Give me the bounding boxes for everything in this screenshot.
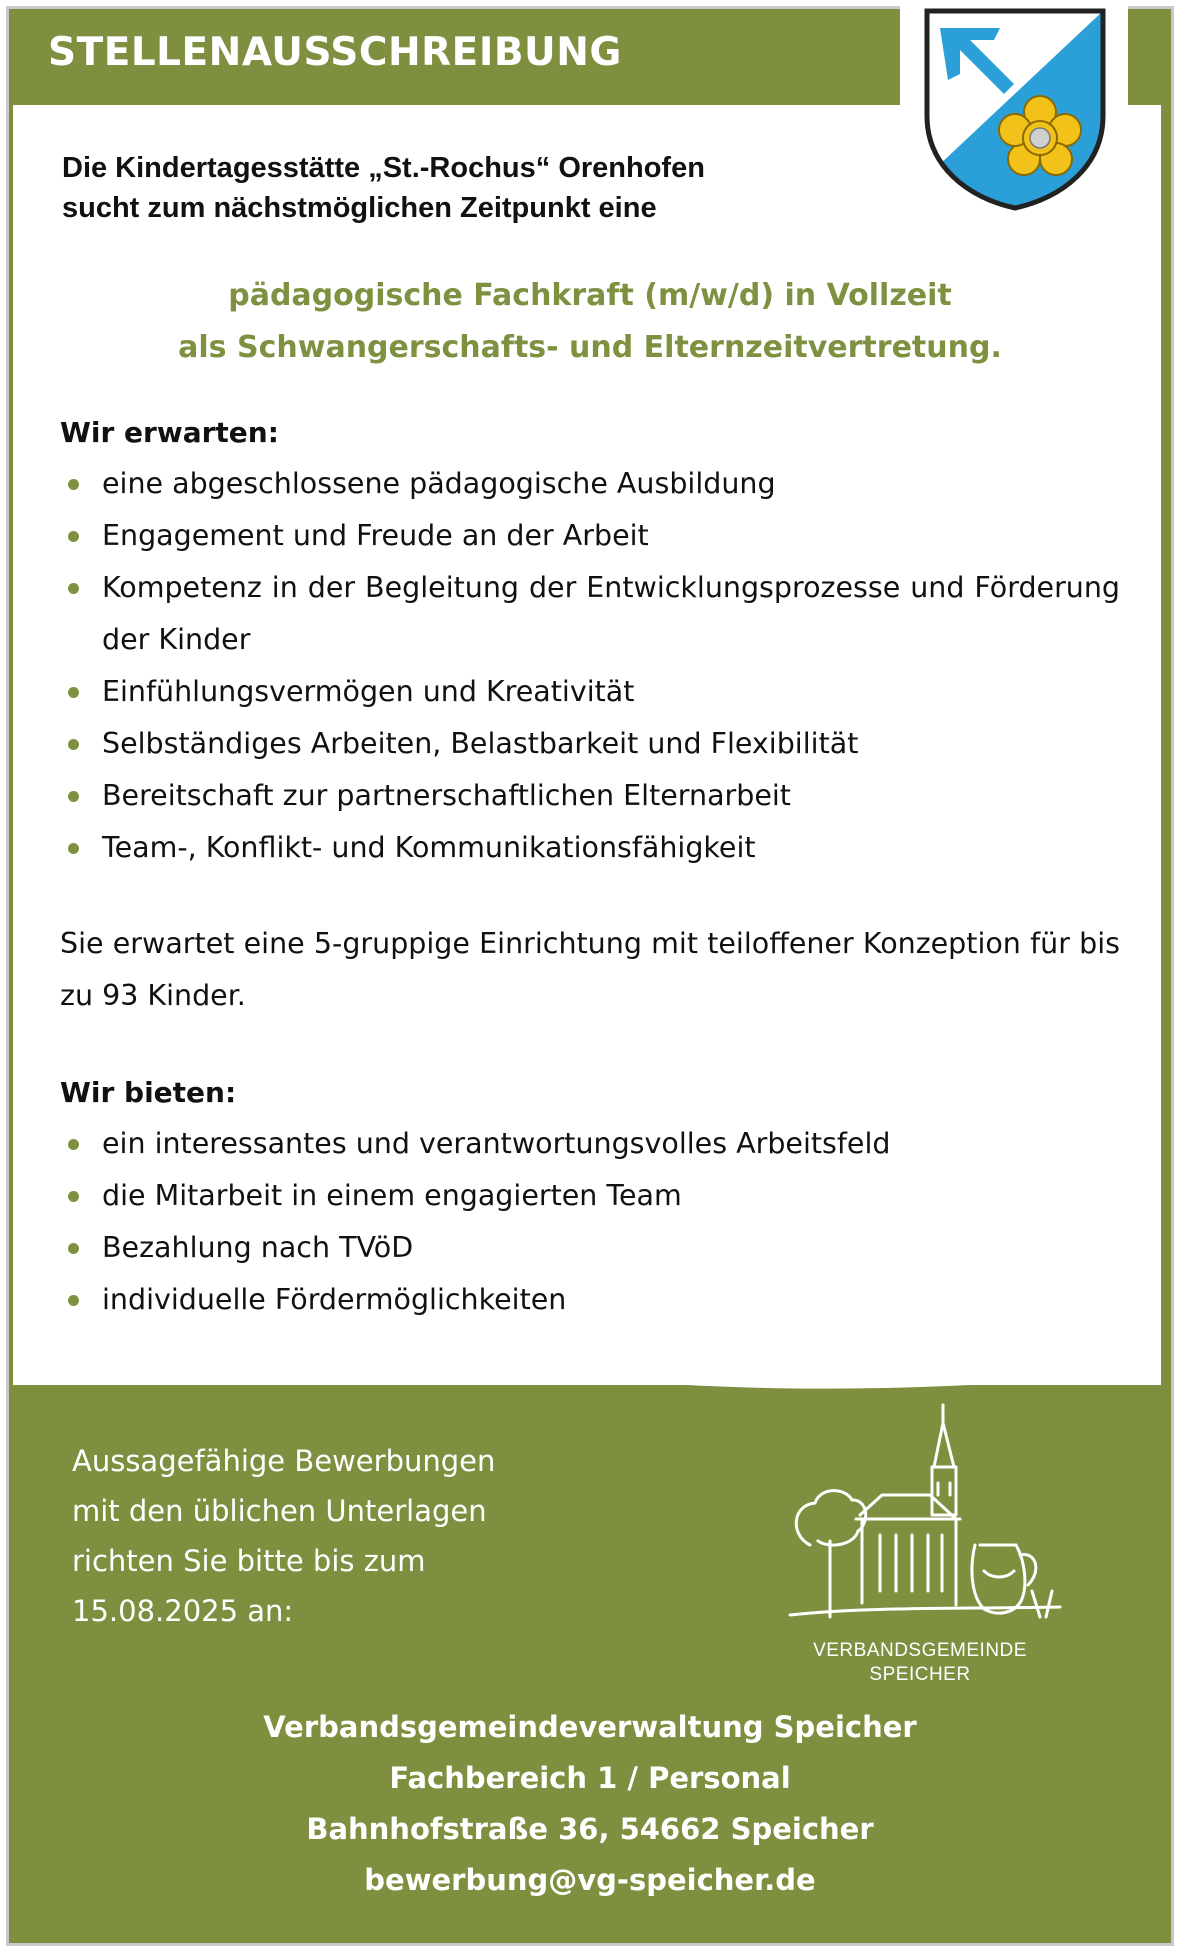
apply-line: richten Sie bitte bis zum: [72, 1544, 426, 1578]
list-item: ein interessantes und verantwortungsvolles Arbeitsfeld: [60, 1118, 1120, 1170]
bullet-icon: [68, 531, 79, 542]
bullet-icon: [68, 1139, 79, 1150]
church-logo-icon: [770, 1395, 1080, 1645]
coat-of-arms-icon: [922, 6, 1108, 212]
intro-line: sucht zum nächstmöglichen Zeitpunkt eine: [62, 192, 657, 224]
address-line: Verbandsgemeindeverwaltung Speicher: [263, 1710, 917, 1744]
list-item: Bezahlung nach TVöD: [60, 1222, 1120, 1274]
bullet-icon: [68, 843, 79, 854]
position-line: als Schwangerschafts- und Elternzeitvertretung.: [178, 330, 1002, 365]
bullet-icon: [68, 1243, 79, 1254]
email-link[interactable]: bewerbung@vg-speicher.de: [364, 1863, 816, 1897]
list-item: Selbständiges Arbeiten, Belastbarkeit und Flexibilität: [60, 718, 1120, 770]
list-item: individuelle Fördermöglichkeiten: [60, 1274, 1120, 1326]
apply-line: Aussagefähige Bewerbungen: [72, 1444, 496, 1478]
bullet-icon: [68, 1295, 79, 1306]
bullet-icon: [68, 583, 79, 594]
list-item: Engagement und Freude an der Arbeit: [60, 510, 1120, 562]
bullet-icon: [68, 479, 79, 490]
address-line: Bahnhofstraße 36, 54662 Speicher: [306, 1812, 874, 1846]
expect-list: [60, 458, 1120, 874]
expect-heading: Wir erwarten:: [60, 416, 279, 449]
crest-container: [900, 0, 1128, 218]
offer-list: [60, 1118, 1120, 1326]
intro-text: [62, 148, 862, 228]
bullet-icon: [68, 791, 79, 802]
contact-address: [60, 1702, 1120, 1906]
address-line: Fachbereich 1 / Personal: [389, 1761, 791, 1795]
list-item: die Mitarbeit in einem engagierten Team: [60, 1170, 1120, 1222]
logo-line: SPEICHER: [869, 1664, 971, 1685]
list-item: Kompetenz in der Begleitung der Entwicklungsprozesse und Förderung der Kinder: [60, 562, 1120, 666]
bullet-icon: [68, 739, 79, 750]
apply-line: mit den üblichen Unterlagen: [72, 1494, 487, 1528]
application-note: [72, 1436, 592, 1636]
list-item: Bereitschaft zur partnerschaftlichen Elternarbeit: [60, 770, 1120, 822]
list-item: Einfühlungsvermögen und Kreativität: [60, 666, 1120, 718]
intro-line: Die Kindertagesstätte „St.-Rochus“ Orenhofen: [62, 152, 705, 184]
offer-heading: Wir bieten:: [60, 1076, 237, 1109]
position-title: [60, 270, 1120, 374]
bullet-icon: [68, 1191, 79, 1202]
page-title: STELLENAUSSCHREIBUNG: [48, 30, 622, 75]
bullet-icon: [68, 687, 79, 698]
facility-text: Sie erwartet eine 5-gruppige Einrichtung mit teiloffener Konzeption für bis zu 93 Kinder.: [60, 927, 1120, 1012]
apply-deadline: 15.08.2025 an:: [72, 1594, 294, 1628]
list-item: Team-, Konflikt- und Kommunikationsfähigkeit: [60, 822, 1120, 874]
position-line: pädagogische Fachkraft (m/w/d) in Vollzeit: [228, 278, 952, 313]
logo-line: VERBANDSGEMEINDE: [813, 1640, 1027, 1661]
list-item: eine abgeschlossene pädagogische Ausbildung: [60, 458, 1120, 510]
